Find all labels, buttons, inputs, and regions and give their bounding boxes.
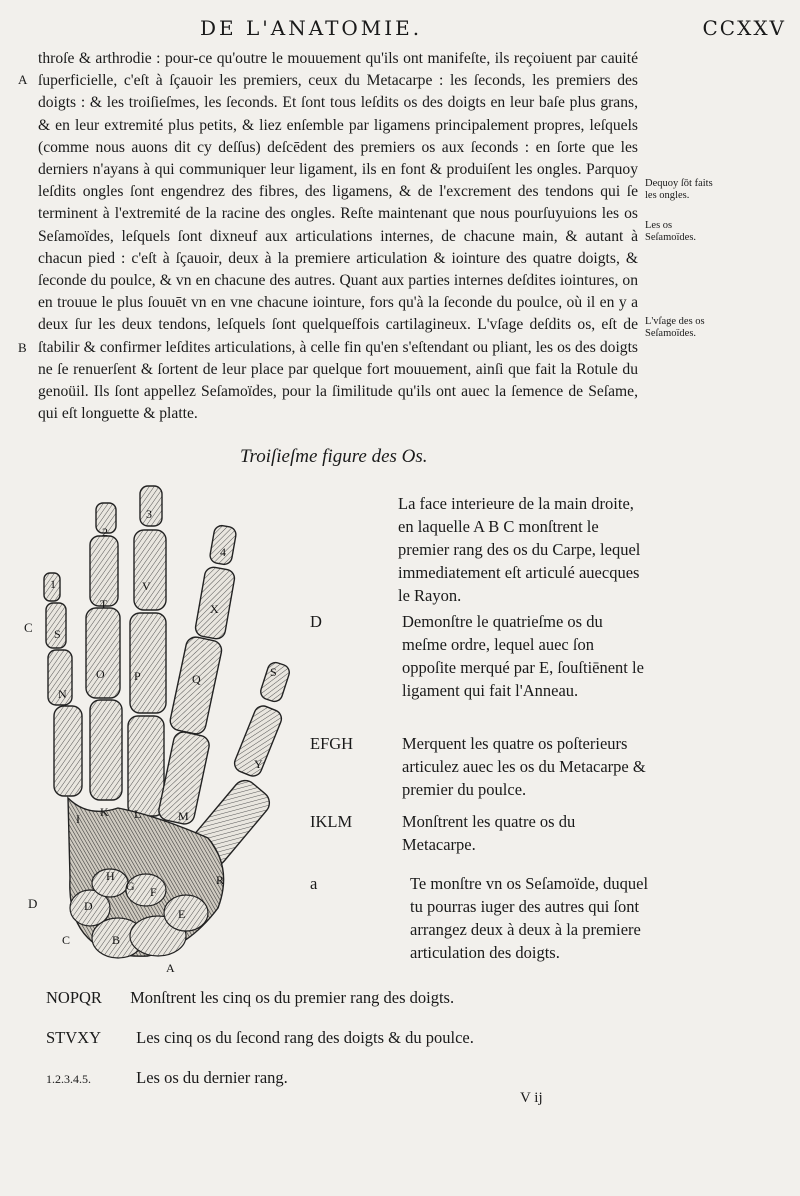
label-A: A [166, 961, 175, 975]
label-E: E [178, 907, 186, 921]
margin-letter-d: D [28, 896, 38, 911]
label-F: F [150, 885, 157, 899]
label-H: H [106, 869, 115, 883]
legend-text: Merquent les quatre os poſterieurs articulez auec les os du Metacarpe & premier du poulce. [402, 734, 646, 799]
legend-text: Monſtrent les quatre os du Metacarpe. [402, 812, 576, 854]
legend-text: Demonſtre le quatrieſme os du meſme ordre, lequel auec ſon oppoſite merqué par E, ſouſtiēnent le ligament qui fait l'Anneau. [402, 612, 644, 700]
side-note-sesamoides: Les os Seſamoïdes. [645, 220, 697, 243]
label-Y: Y [254, 757, 263, 771]
label-3: 3 [146, 507, 152, 521]
label-V: V [142, 579, 151, 593]
bottom-line-nopqr [46, 988, 454, 1008]
margin-letter-c: C [24, 620, 33, 635]
bottom-text: Les cinq os du ſecond rang des doigts & du poulce. [136, 1028, 474, 1047]
label-R: R [216, 873, 225, 887]
label-X: X [210, 602, 219, 616]
label-O: O [96, 667, 105, 681]
legend-key: D [310, 612, 322, 631]
legend-text: La face interieure de la main droite, en laquelle A B C monſtrent le premier rang des os du Carpe, lequel immediatement eſt articulé auecques le Rayon. [398, 494, 641, 605]
side-note-ongles: Dequoy ſōt faits les ongles. [645, 178, 713, 201]
bottom-text: Monſtrent les cinq os du premier rang des doigts. [130, 988, 455, 1007]
main-paragraph: throſe & arthrodie : pour-ce qu'outre le mouuement qu'ils ont manifeſte, ils reçoiuent par cauité ſuperficielle, c'eſt à ſçauoir les premiers, ceux du Metacarpe : les ſeconds, les premiers des doigts : & les troiſieſmes, les ſeconds. Et ſont tous leſdits os des doigts en leur baſe plus grans, & en leur extremité plus petits, & liez enſemble par ligamens principalement propres, leſquels (comme nous auons dit cy deſſus) deſcēdent des premiers os aux ſeconds : en ſorte que les derniers n'ayans à qui communiquer leur ligament, ils en font & produiſent les ongles. Parquoy leſdits ongles ſont engendrez des fibres, des ligamens, & de l'excrement des tendons qui ſe terminent à l'extremité de la racine des ongles. Reſte maintenant que nous pourſuyuions les os Seſamoïdes, leſquels ſont dixneuf aux articulations internes, de chacune main, & autant à chacun pied : c'eſt à ſçauoir, deux à la premiere articulation & iointure des quatre doigts, & ſeconde du poulce, & vn en chacune des autres. Quant aux parties internes deſdites iointures, on en trouue le plus ſouuēt vn en vne chacune iointure, fors qu'à la ſeconde du poulce, où il en y a deux ſur les deux tendons, leſquels ſont quelqueſfois cartilagineux. L'vſage deſdits os, eſt de ſtabilir & confirmer leſdites articulations, à celle fin qu'en s'eſtendant ou pliant, les os des doigts ne ſe renuerſent & ſortent de leur place par quelque fort mouuement, ainſi que fait la Rotule du genoüil. Ils ſont appellez Seſamoïdes, pour la ſimilitude qu'ils ont auec la ſemence de Seſame, qui eſt longuette & platte. [38, 50, 638, 423]
bottom-key: STVXY [46, 1028, 102, 1047]
bottom-line-last-row [46, 1068, 288, 1088]
label-T: T [100, 597, 108, 611]
label-S-thumb: S [270, 665, 277, 679]
label-I: I [76, 812, 80, 826]
bottom-key: NOPQR [46, 988, 102, 1007]
running-title: DE L'ANATOMIE. [200, 16, 423, 40]
label-M: M [178, 809, 189, 823]
figure-title: Troiſieſme figure des Os. [240, 446, 428, 467]
bottom-line-stvxy [46, 1028, 474, 1048]
label-B: B [112, 933, 121, 947]
hand-bones-figure [28, 478, 298, 978]
legend-key: EFGH [310, 734, 354, 753]
label-N: N [58, 687, 67, 701]
side-note-usage: L'vſage des os Seſamoïdes. [645, 316, 705, 339]
bottom-text: Les os du dernier rang. [136, 1068, 288, 1087]
running-header [0, 16, 800, 46]
margin-letter-a: A [18, 72, 28, 87]
legend-key: a [310, 874, 318, 893]
label-G: G [126, 879, 135, 893]
signature-mark: V ij [520, 1090, 543, 1106]
bottom-key: 1.2.3.4.5. [46, 1072, 91, 1086]
legend-text: Te monſtre vn os Seſamoïde, duquel tu pourras iuger des autres qui ſont arrangez deux à deux à la premiere articulation des doigts. [410, 874, 649, 962]
label-2: 2 [102, 525, 108, 539]
label-1: 1 [50, 577, 56, 591]
label-K: K [100, 805, 109, 819]
margin-letter-b: B [18, 340, 27, 355]
label-S: S [54, 627, 61, 641]
legend-key: IKLM [310, 812, 353, 831]
hand-skeleton-illustration [28, 478, 298, 978]
label-L: L [134, 807, 142, 821]
label-P: P [134, 669, 141, 683]
label-4: 4 [220, 545, 226, 559]
label-D: D [84, 899, 93, 913]
main-text-block [38, 48, 638, 425]
folio-number: CCXXV [702, 16, 786, 40]
label-Q: Q [192, 672, 201, 686]
label-C: C [62, 933, 71, 947]
